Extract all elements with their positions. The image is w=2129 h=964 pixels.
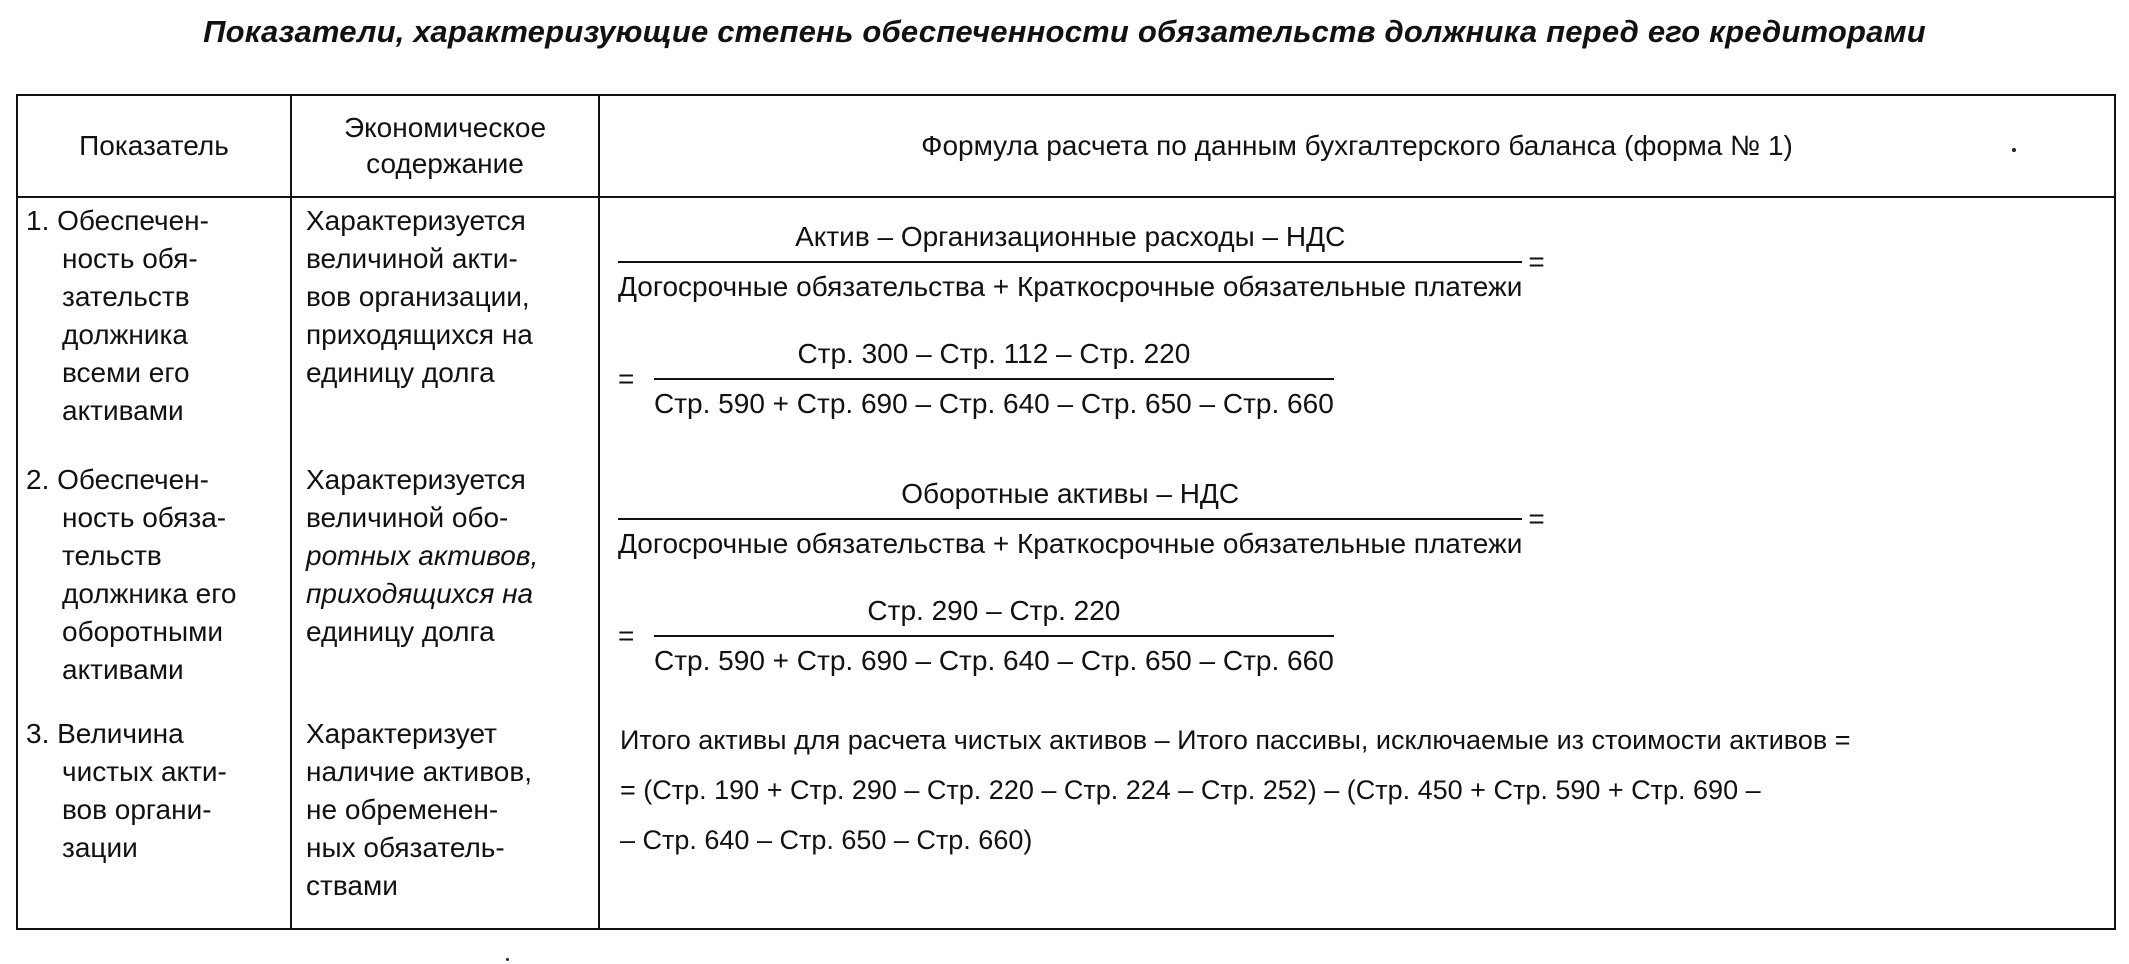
fraction-denominator: Догосрочные обязательства + Краткосрочные обязательные платежи: [618, 528, 1523, 559]
header-indicator: [17, 95, 291, 197]
formula-line: = (Стр. 190 + Стр. 290 – Стр. 220 – Стр. 224 – Стр. 252) – (Стр. 450 + Стр. 590 + Стр. 690 –: [620, 775, 1761, 805]
formula-cell: [599, 447, 2115, 705]
fraction: [654, 334, 1334, 424]
formula-lines: [618, 577, 2100, 695]
table-row: [17, 705, 2115, 929]
indicator-line: 2. Обеспечен-: [26, 464, 209, 495]
page-title: Показатели, характеризующие степень обеспеченности обязательств должника перед его кредиторами: [203, 14, 1926, 49]
fraction: [618, 217, 1522, 307]
fraction-numerator: Стр. 300 – Стр. 112 – Стр. 220: [654, 334, 1334, 380]
indicators-table: [16, 94, 2116, 930]
indicator-line: ность обяза-: [62, 502, 227, 533]
fraction-numerator: Стр. 290 – Стр. 220: [654, 591, 1334, 637]
indicator-line: тельств: [62, 540, 162, 571]
fraction-denominator: Стр. 590 + Стр. 690 – Стр. 640 – Стр. 650 – Стр. 660: [654, 645, 1334, 676]
economic-cell: [291, 447, 599, 705]
fraction-numerator: Актив – Организационные расходы – НДС: [618, 217, 1522, 263]
indicator-line: вов органи-: [62, 794, 212, 825]
formula-line: Итого активы для расчета чистых активов – Итого пассивы, исключаемые из стоимости активов =: [620, 725, 1851, 755]
indicator-cell: [17, 705, 291, 929]
formula-cell: [599, 197, 2115, 447]
header-economic: [291, 95, 599, 197]
economic-line: не обременен-: [306, 794, 499, 825]
formula-generic: [618, 204, 2100, 320]
equals-sign: =: [618, 620, 635, 651]
indicator-line: активами: [62, 395, 184, 426]
indicator-line: всеми его: [62, 357, 190, 388]
header-indicator-label: Показатель: [79, 130, 229, 161]
economic-line: величиной обо-: [306, 502, 509, 533]
speck-mark: [2012, 148, 2016, 152]
header-economic-line-2: содержание: [366, 148, 524, 179]
fraction: [618, 474, 1522, 564]
indicator-line: оборотными: [62, 616, 224, 647]
economic-line: приходящихся на: [306, 319, 533, 350]
indicator-line: ность обя-: [62, 243, 198, 274]
economic-line: вов организации,: [306, 281, 530, 312]
indicator-cell: [17, 197, 291, 447]
economic-line: Характеризует: [306, 718, 497, 749]
header-formula-label: Формула расчета по данным бухгалтерского баланса (форма № 1): [921, 130, 1793, 161]
economic-line: ротных активов,: [306, 540, 539, 571]
economic-line: Характеризуется: [306, 464, 526, 495]
header-economic-line-1: Экономическое: [343, 112, 547, 143]
indicator-line: 3. Величина: [26, 718, 184, 749]
formula-line: – Стр. 640 – Стр. 650 – Стр. 660): [620, 825, 1033, 855]
economic-cell: [291, 705, 599, 929]
indicator-line: должника его: [62, 578, 237, 609]
indicator-line: 1. Обеспечен-: [26, 205, 209, 236]
economic-line: величиной акти-: [306, 243, 518, 274]
fraction-denominator: Догосрочные обязательства + Краткосрочные обязательные платежи: [618, 271, 1523, 302]
fraction-numerator: Оборотные активы – НДС: [618, 474, 1522, 520]
formula-generic: [618, 461, 2100, 577]
table-header-row: [17, 95, 2115, 197]
equals-sign: =: [618, 363, 635, 394]
economic-line: ствами: [306, 870, 398, 901]
fraction-denominator: Стр. 590 + Стр. 690 – Стр. 640 – Стр. 650 – Стр. 660: [654, 388, 1334, 419]
indicator-line: зательств: [62, 281, 190, 312]
indicator-cell: [17, 447, 291, 705]
economic-line: наличие активов,: [306, 756, 532, 787]
formula-cell: [599, 705, 2115, 929]
speck-mark: [506, 958, 509, 961]
equals-sign: =: [1528, 503, 1545, 534]
economic-line: приходящихся на: [306, 578, 534, 609]
fraction: [654, 591, 1334, 681]
economic-line: ных обязатель-: [306, 832, 505, 863]
indicator-line: зации: [62, 832, 138, 863]
formula-lines: [618, 320, 2100, 438]
economic-line: Характеризуется: [306, 205, 526, 236]
header-formula: [599, 95, 2115, 197]
economic-cell: [291, 197, 599, 447]
economic-line: единицу долга: [306, 616, 495, 647]
table-row: [17, 197, 2115, 447]
indicator-line: чистых акти-: [62, 756, 227, 787]
equals-sign: =: [1528, 246, 1545, 277]
indicator-line: активами: [62, 654, 184, 685]
economic-line: единицу долга: [306, 357, 495, 388]
table-row: [17, 447, 2115, 705]
indicator-line: должника: [62, 319, 188, 350]
